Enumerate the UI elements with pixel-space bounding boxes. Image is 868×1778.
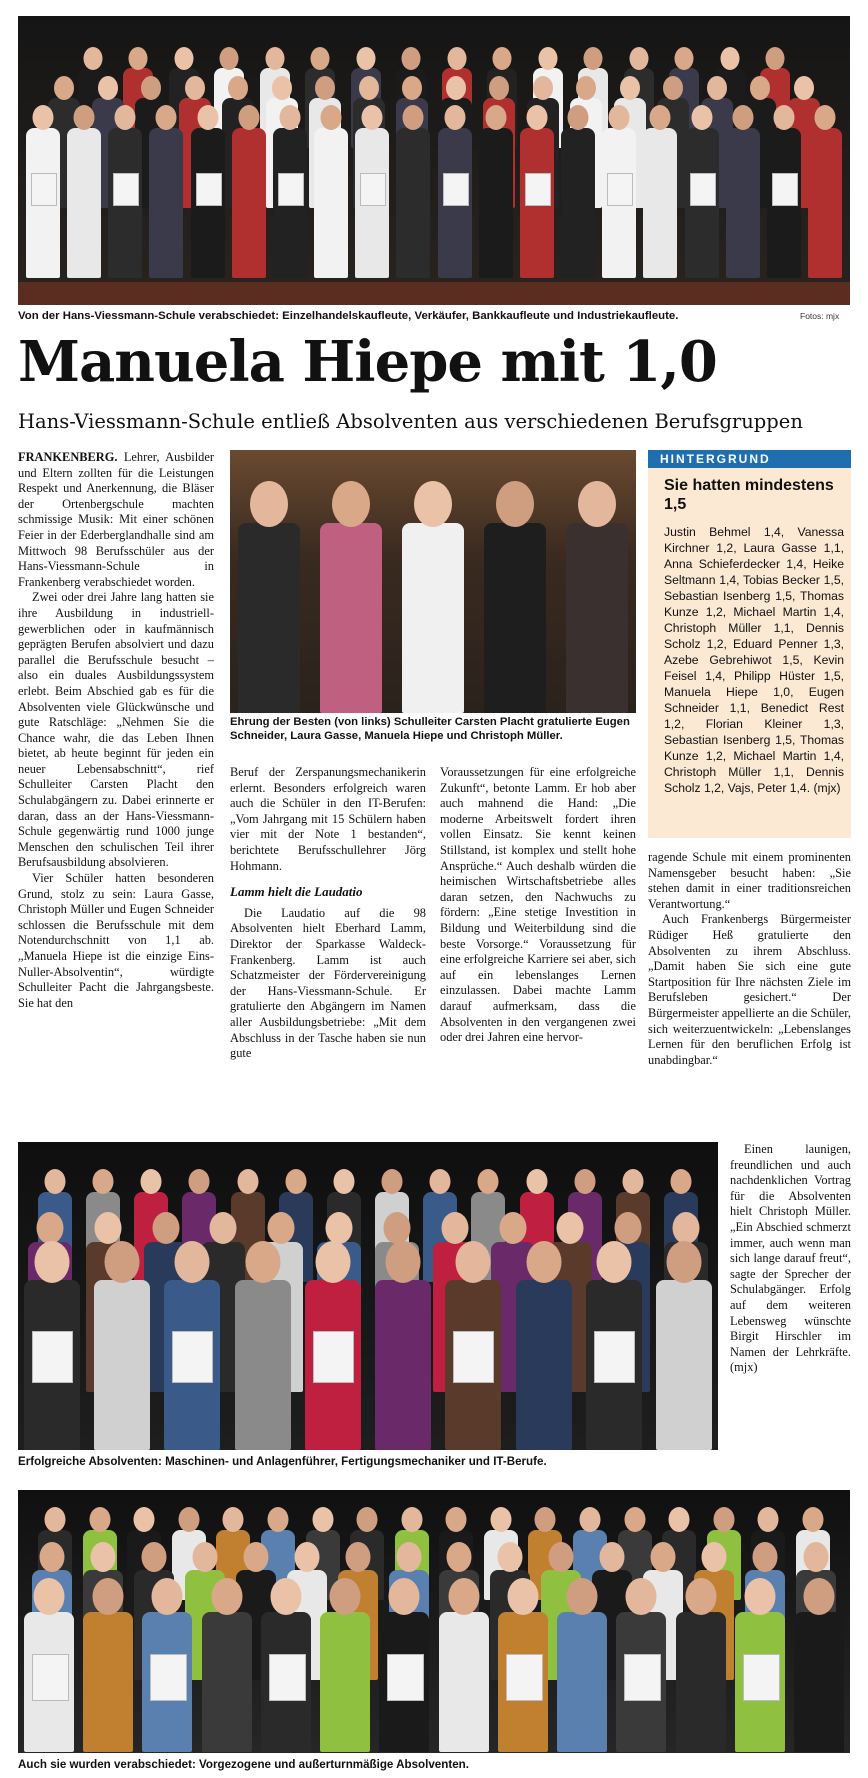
photo-figure-head: [37, 1212, 64, 1244]
photo-figure-head: [156, 105, 177, 130]
certificate-paper: [743, 1654, 780, 1701]
photo-figure-head: [615, 1212, 642, 1244]
photo-figure: [94, 1280, 150, 1450]
photo-figure: [726, 128, 760, 278]
photo-figure: [439, 1612, 489, 1752]
certificate-paper: [525, 173, 551, 206]
photo-figure-head: [624, 1507, 645, 1532]
photo-figure-head: [753, 1542, 778, 1572]
photo-figure-head: [115, 105, 136, 130]
photo-figure-head: [315, 1241, 350, 1283]
photo-figure-head: [237, 1169, 258, 1194]
subheadline: Hans-Viessmann-Schule entließ Absolventen aus verschiedenen Berufsgruppen: [18, 410, 803, 433]
photo-figure: [320, 523, 382, 713]
photo-figure-head: [629, 47, 648, 70]
photo-figure-head: [713, 1507, 734, 1532]
photo-figure-head: [489, 76, 509, 100]
photo-figure-head: [396, 1542, 421, 1572]
photo-figure-head: [499, 1212, 526, 1244]
photo-figure-head: [98, 76, 118, 100]
photo-figure: [379, 1612, 429, 1752]
photo-figure-head: [312, 1507, 333, 1532]
photo-figure-head: [152, 1578, 183, 1615]
photo-figure-head: [667, 1241, 702, 1283]
certificate-paper: [594, 1331, 635, 1383]
article-paragraph: Einen launigen, freundlichen und auch nachdenklichen Vortrag für die Absolventen hielt Christoph Müller. „Ein Abschied schmerzt immer, auch wenn man sich lange darauf freut“, sagte der Sprecher der Schulabgänger. Erfolg auf dem weiteren Lebensweg wünschte Birgit Hirschler im Namen der Lehrkräfte. (mjx): [730, 1142, 851, 1375]
photo-figure-head: [45, 1169, 66, 1194]
certificate-paper: [172, 1331, 213, 1383]
photo-figure-head: [498, 1542, 523, 1572]
photo-figure-head: [175, 1241, 210, 1283]
box-tag: HINTERGRUND: [648, 450, 851, 468]
photo-figure-head: [402, 47, 421, 70]
photo-figure: [676, 1612, 726, 1752]
photo-figure-head: [270, 1578, 301, 1615]
certificate-paper: [443, 173, 469, 206]
article-paragraph: ragende Schule mit einem prominenten Namensgeber besucht haben: „Sie stehen damit in einer traditionsreichen Verantwortung.“: [648, 850, 851, 911]
graduates-photo-3: [18, 1490, 850, 1753]
photo-figure-head: [223, 1507, 244, 1532]
photo-figure-head: [174, 47, 193, 70]
box-title: Sie hatten mindestens 1,5: [664, 477, 834, 513]
photo-figure-head: [578, 481, 616, 527]
photo-figure-head: [333, 1169, 354, 1194]
photo-figure: [656, 1280, 712, 1450]
photo-figure: [498, 1612, 548, 1752]
photo-figure-head: [773, 105, 794, 130]
honors-photo: [230, 450, 636, 713]
photo-figure-head: [485, 105, 506, 130]
photo-figure: [24, 1280, 80, 1450]
photo-figure: [232, 128, 266, 278]
photo-figure-head: [702, 1542, 727, 1572]
photo-figure-head: [152, 1212, 179, 1244]
certificate-paper: [196, 173, 222, 206]
photo-figure: [566, 523, 628, 713]
certificate-paper: [31, 173, 57, 206]
photo-figure-head: [447, 47, 466, 70]
photo-figure-head: [620, 76, 640, 100]
photo-figure-head: [185, 76, 205, 100]
article-paragraph: Lehrer, Ausbilder und Eltern zollten für die Leistungen Respekt und Anerkennung, die Bläser der Ortenbergschule machten schmissige Musik: Mit einer schönen Feier in der Ederberglandhalle sind am Mittwoch 98 Berufsschüler aus der Hans-Viessmann-Schule in Frankenberg verabschiedet worden.: [18, 450, 214, 589]
photo-figure-head: [94, 1212, 121, 1244]
photo-figure-head: [356, 47, 375, 70]
photo-figure: [24, 1612, 74, 1752]
photo-figure-head: [362, 105, 383, 130]
photo-figure: [586, 1280, 642, 1450]
photo-figure: [261, 1612, 311, 1752]
photo-figure-head: [272, 76, 292, 100]
certificate-paper: [32, 1331, 73, 1383]
photo-figure: [643, 128, 677, 278]
article-column-4-end: [730, 1142, 851, 1376]
photo-figure: [438, 128, 472, 278]
photo-figure-head: [685, 1578, 716, 1615]
photo-figure-head: [447, 1542, 472, 1572]
photo-figure-head: [576, 76, 596, 100]
certificate-paper: [624, 1654, 661, 1701]
photo-figure-head: [54, 76, 74, 100]
article-column-4: [648, 850, 851, 1068]
certificate-paper: [269, 1654, 306, 1701]
photo-figure-head: [804, 1542, 829, 1572]
certificate-paper: [313, 1331, 354, 1383]
photo-figure: [396, 128, 430, 278]
photo-figure-head: [34, 1578, 65, 1615]
photo-figure-head: [93, 1169, 114, 1194]
photo-figure-head: [141, 1542, 166, 1572]
photo-figure-head: [35, 1241, 70, 1283]
photo-figure-head: [584, 47, 603, 70]
photo-figure-head: [383, 1212, 410, 1244]
photo-figure-head: [446, 1507, 467, 1532]
photo-figure: [164, 1280, 220, 1450]
photo-figure-head: [265, 47, 284, 70]
photo-figure-head: [538, 47, 557, 70]
photo-figure-head: [243, 1542, 268, 1572]
headline: Manuela Hiepe mit 1,0: [18, 329, 717, 395]
photo-figure-head: [673, 1212, 700, 1244]
photo-figure: [67, 128, 101, 278]
photo-figure-head: [580, 1507, 601, 1532]
top-group-photo: [18, 16, 850, 305]
photo-figure-head: [804, 1578, 835, 1615]
certificate-paper: [278, 173, 304, 206]
photo-figure: [520, 128, 554, 278]
photo-figure-head: [526, 105, 547, 130]
article-paragraph: Beruf der Zerspanungsmechanikerin erlernt. Besonders erfolgreich waren auch die Schüler in den IT-Berufen: „Vom Jahrgang mit 15 Schülern haben vier mit der Note 1 bestanden“, berichtete Berufsschullehrer Jörg Hohmann.: [230, 765, 426, 873]
photo-figure-head: [33, 105, 54, 130]
certificate-paper: [690, 173, 716, 206]
photo-figure-head: [267, 1507, 288, 1532]
photo-figure-head: [794, 76, 814, 100]
photo-3-caption: Auch sie wurden verabschiedet: Vorgezogene und außerturnmäßige Absolventen.: [18, 1758, 469, 1771]
photo-figure: [561, 128, 595, 278]
photo-figure-head: [189, 1169, 210, 1194]
photo-figure-head: [732, 105, 753, 130]
photo-figure-head: [332, 481, 370, 527]
article-column-1: [18, 450, 214, 1011]
article-paragraph: Voraussetzungen für eine erfolgreiche Zukunft“, betonte Lamm. Er hob aber auch mahnend die Hand: „Die moderne Arbeitswelt fordert ihren vollen Einsatz. Sie kennt keinen Stillstand, ist komplex und stellt hohe Ansprüche.“ Auch deshalb würden die heimischen Wirtschaftsbetriebe alles daran setzen, den Nachwuchs zu fördern: „Eine stetige Investition in Bildung und Weiterbildung sind die beste Vorsorge.“ Voraussetzung für eine erfolgreiche Karriere sei aber, sich auf ein lebenslanges Lernen einzulassen. Dabei machte Lamm darauf aufmerksam, dass die Absolventen in den vergangenen zwei oder drei Jahren eine hervor-: [440, 765, 636, 1045]
photo-figure-head: [84, 47, 103, 70]
photo-figure-head: [720, 47, 739, 70]
certificate-paper: [113, 173, 139, 206]
photo-figure: [305, 1280, 361, 1450]
photo-figure-head: [141, 76, 161, 100]
graduates-photo-2: [18, 1142, 718, 1450]
photo-figure: [767, 128, 801, 278]
photo-figure-head: [359, 76, 379, 100]
photo-figure-head: [279, 105, 300, 130]
photo-figure-head: [663, 76, 683, 100]
photo-figure-head: [609, 105, 630, 130]
photo-figure-head: [357, 1507, 378, 1532]
photo-figure-head: [268, 1212, 295, 1244]
certificate-paper: [772, 173, 798, 206]
photo-figure-head: [211, 1578, 242, 1615]
photo-figure-head: [192, 1542, 217, 1572]
certificate-paper: [32, 1654, 69, 1701]
photo-figure-head: [758, 1507, 779, 1532]
photo-figure: [149, 128, 183, 278]
photo-figure-head: [93, 1578, 124, 1615]
honors-photo-caption: Ehrung der Besten (von links) Schulleiter Carsten Placht gratulierte Eugen Schneider, Laura Gasse, Manuela Hiepe und Christoph Müller.: [230, 716, 630, 742]
photo-figure-head: [707, 76, 727, 100]
article-paragraph: Die Laudatio auf die 98 Absolventen hielt Eberhard Lamm, Direktor der Sparkasse Waldeck-Frankenberg. Lamm ist auch Schatzmeister der Fördervereinigung der Hans-Viessmann-Schule. Er gratulierte den Abgängern im Namen aller Ausbildungsbetriebe: „Mit dem Abschluss in der Tasche haben sie nun gute: [230, 905, 426, 1061]
photo-figure-head: [197, 105, 218, 130]
photo-figure-head: [478, 1169, 499, 1194]
photo-figure-head: [622, 1169, 643, 1194]
photo-figure-head: [403, 105, 424, 130]
photo-figure-head: [386, 1241, 421, 1283]
dateline: FRANKENBERG.: [18, 450, 118, 464]
photo-figure-head: [448, 1578, 479, 1615]
photo-figure: [26, 128, 60, 278]
photo-figure-head: [40, 1542, 65, 1572]
top-photo-caption: Von der Hans-Viessmann-Schule verabschiedet: Einzelhandelskaufleute, Verkäufer, Bankkaufleute und Industriekaufleute.: [18, 310, 679, 322]
photo-figure-head: [669, 1507, 690, 1532]
photo-figure-head: [401, 1507, 422, 1532]
background-info-box: [648, 450, 851, 838]
photo-figure-head: [493, 47, 512, 70]
article-paragraph: Auch Frankenbergs Bürgermeister Rüdiger Heß gratulierte den Absolventen zu ihrem Abschluss. „Damit haben Sie sich eine gute Startposition für Ihre nächsten Ziele im Berufsleben gesichert.“ Der Bürgermeister appellierte an die Schüler, sich weiterzuentwickeln: „Lebenslanges Lernen für den beruflichen Erfolg ist unabdingbar.“: [648, 912, 851, 1067]
article-column-3: [440, 765, 636, 1046]
certificate-paper: [387, 1654, 424, 1701]
photo-figure: [108, 128, 142, 278]
photo-figure-head: [675, 47, 694, 70]
certificate-paper: [150, 1654, 187, 1701]
photo-figure-head: [574, 1169, 595, 1194]
photo-figure-head: [345, 1542, 370, 1572]
photo-figure-head: [626, 1578, 657, 1615]
photo-figure-head: [766, 47, 785, 70]
photo-figure-head: [671, 1169, 692, 1194]
certificate-paper: [506, 1654, 543, 1701]
photo-figure-head: [90, 1542, 115, 1572]
photo-figure-head: [430, 1169, 451, 1194]
photo-2-caption: Erfolgreiche Absolventen: Maschinen- und Anlagenführer, Fertigungsmechaniker und IT-Berufe.: [18, 1455, 547, 1468]
photo-figure-head: [178, 1507, 199, 1532]
photo-figure: [375, 1280, 431, 1450]
photo-figure-head: [294, 1542, 319, 1572]
photo-figure: [320, 1612, 370, 1752]
photo-figure-head: [526, 1169, 547, 1194]
photo-figure-head: [496, 481, 534, 527]
certificate-paper: [453, 1331, 494, 1383]
photo-figure-head: [105, 1241, 140, 1283]
photo-figure-head: [89, 1507, 110, 1532]
photo-figure-head: [526, 1241, 561, 1283]
photo-figure-head: [600, 1542, 625, 1572]
photo-figure-head: [389, 1578, 420, 1615]
photo-figure: [808, 128, 842, 278]
article-column-2: [230, 765, 426, 1062]
photo-figure-head: [533, 76, 553, 100]
photo-figure-head: [535, 1507, 556, 1532]
photo-figure-head: [141, 1169, 162, 1194]
photo-figure-head: [691, 105, 712, 130]
photo-figure-head: [250, 481, 288, 527]
photo-figure: [516, 1280, 572, 1450]
photo-figure: [685, 128, 719, 278]
photo-figure-head: [330, 1578, 361, 1615]
photo-figure-head: [285, 1169, 306, 1194]
photo-figure: [484, 523, 546, 713]
photo-figure-head: [210, 1212, 237, 1244]
photo-figure: [191, 128, 225, 278]
photo-figure-head: [803, 1507, 824, 1532]
photo-figure-head: [490, 1507, 511, 1532]
photo-figure-head: [507, 1578, 538, 1615]
photo-figure: [238, 523, 300, 713]
photo-figure: [602, 128, 636, 278]
photo-figure: [735, 1612, 785, 1752]
photo-figure: [445, 1280, 501, 1450]
photo-figure-head: [568, 105, 589, 130]
photo-figure: [273, 128, 307, 278]
photo-figure: [142, 1612, 192, 1752]
photo-figure-head: [456, 1241, 491, 1283]
photo-figure-head: [238, 105, 259, 130]
photo-figure: [314, 128, 348, 278]
certificate-paper: [607, 173, 633, 206]
photo-figure-head: [596, 1241, 631, 1283]
photo-figure-head: [326, 1212, 353, 1244]
photo-figure-head: [74, 105, 95, 130]
photo-figure-head: [129, 47, 148, 70]
photo-figure-head: [134, 1507, 155, 1532]
photo-figure-head: [444, 105, 465, 130]
photo-credit: Fotos: mjx: [800, 311, 840, 321]
article-paragraph: Zwei oder drei Jahre lang hatten sie ihre Ausbildung in industriell-gewerblichen oder in kaufmännisch geprägten Berufen absolviert und dazu parallel die Berufsschule besucht – also ein duales Ausbildungssystem erlebt. Beim Abschied gab es für die Absolventen viele Glückwünsche und gute Ratschläge: „Nehmen Sie die Chance wahr, die das Leben Ihnen bietet, ab heute beginnt für jeden ein neuer Lebensabschnitt“, rief Schulleiter Carsten Placht den Schulabgängern zu. Dabei erinnerte er daran, dass an der Hans-Viessmann-Schule gegenwärtig rund 1000 junge Menschen den schulischen Teil ihrer Berufsausbildung absolvieren.: [18, 590, 214, 870]
photo-figure: [355, 128, 389, 278]
photo-figure-head: [567, 1578, 598, 1615]
photo-figure-head: [650, 105, 671, 130]
photo-figure-head: [815, 105, 836, 130]
photo-figure-head: [220, 47, 239, 70]
photo-figure-head: [651, 1542, 676, 1572]
certificate-paper: [360, 173, 386, 206]
photo-figure-head: [441, 1212, 468, 1244]
photo-figure: [616, 1612, 666, 1752]
photo-figure-head: [744, 1578, 775, 1615]
photo-figure: [202, 1612, 252, 1752]
photo-figure-head: [557, 1212, 584, 1244]
photo-figure: [557, 1612, 607, 1752]
photo-figure: [235, 1280, 291, 1450]
photo-figure-head: [402, 76, 422, 100]
photo-figure-head: [315, 76, 335, 100]
photo-figure-head: [446, 76, 466, 100]
photo-figure-head: [414, 481, 452, 527]
photo-figure: [479, 128, 513, 278]
photo-figure-head: [382, 1169, 403, 1194]
photo-figure: [794, 1612, 844, 1752]
photo-figure-head: [45, 1507, 66, 1532]
photo-figure-head: [321, 105, 342, 130]
article-subheading: Lamm hielt die Laudatio: [230, 884, 363, 900]
photo-figure-head: [228, 76, 248, 100]
photo-figure-head: [245, 1241, 280, 1283]
photo-figure-head: [750, 76, 770, 100]
photo-figure-head: [549, 1542, 574, 1572]
photo-figure: [83, 1612, 133, 1752]
photo-figure: [402, 523, 464, 713]
article-paragraph: Vier Schüler hatten besonderen Grund, stolz zu sein: Laura Gasse, Christoph Müller und Eugen Schneider schlossen die Berufsschule mit dem Notendurchschnitt von 1,1 ab. „Manuela Hiepe ist die einzige Eins-Nuller-Absolventin“, würdigte Schulleiter Pacht die Jahrgangsbeste. Sie hat den: [18, 871, 214, 1010]
box-body: Justin Behmel 1,4, Vanessa Kirchner 1,2, Laura Gasse 1,1, Anna Schieferdecker 1,4, Heike Seltmann 1,4, Tobias Becker 1,5, Sebastian Isenberg 1,5, Thomas Kunze 1,2, Michael Martin 1,4, Christoph Müller 1,1, Dennis Scholz 1,2, Eduard Penner 1,3, Azebe Gebrehiwot 1,5, Kevin Feisel 1,4, Philipp Hüster 1,5, Manuela Hiepe 1,0, Eugen Schneider 1,1, Benedict Rest 1,2, Florian Kleiner 1,3, Sebastian Isenberg 1,5, Thomas Kunze 1,2, Michael Martin 1,4, Christoph Müller 1,1, Dennis Scholz 1,2, Vajs, Peter 1,4. (mjx): [664, 525, 844, 795]
photo-figure-head: [311, 47, 330, 70]
